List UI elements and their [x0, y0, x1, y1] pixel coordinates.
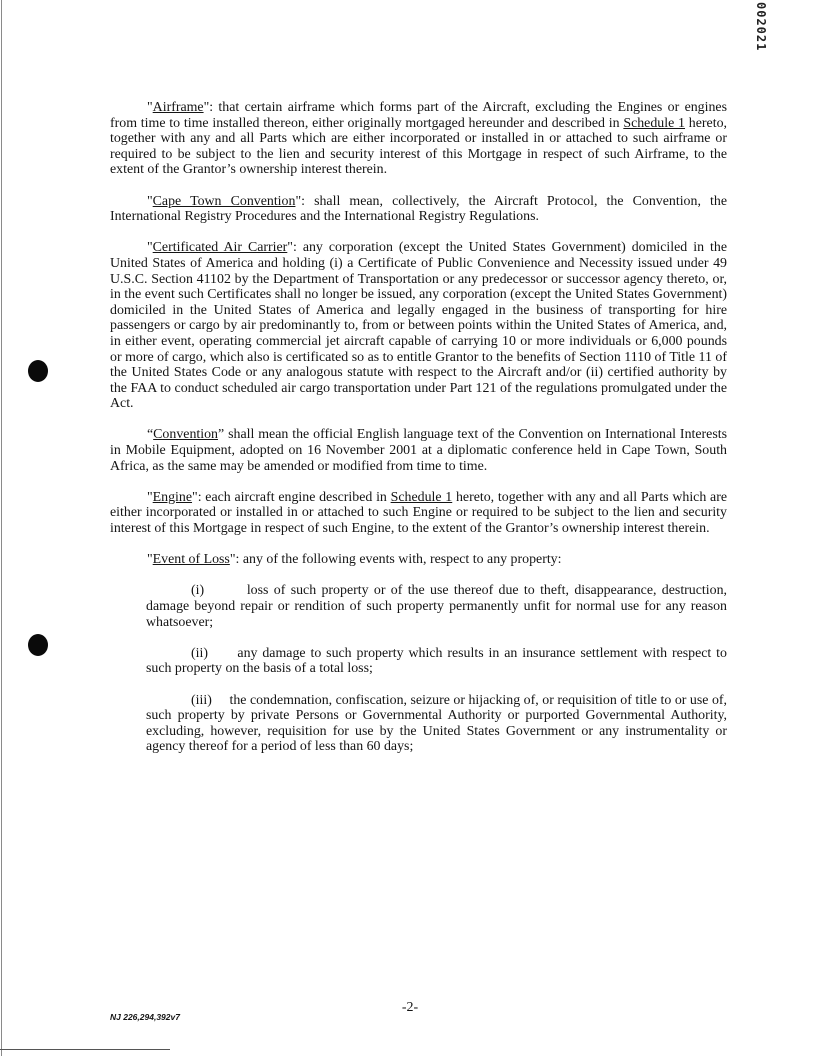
- definition-certificated-air-carrier: "Certificated Air Carrier": any corporation (except the United States Government) domiciled in the United States of America and holding (i) a Certificate of Public Convenience and Necessity issued under 49 U.S.C. Section 41102 by the Department of Transportation or any predecessor or successor agency thereto, or, in the event such Certificates shall no longer be issued, any corporation (except the United States Government) domiciled in the United States of America and legally engaged in the business of transporting for hire passengers or cargo by air predominantly to, from or between points within the United States of America, and, in either event, operating commercial jet aircraft capable of carrying 10 or more individuals or 6,000 pounds or more of cargo, which also is certificated so as to entitle Grantor to the benefits of Section 1110 of Title 11 of the United States Code or any analogous statute with respect to the Aircraft and/or (ii) certified authority by the FAA to conduct scheduled air cargo transportation under Part 121 of the regulations promulgated under the Act.: [110, 240, 727, 412]
- binder-hole: [28, 634, 48, 656]
- defined-term: Cape Town Convention: [152, 193, 296, 209]
- item-number: (iii): [191, 692, 212, 708]
- item-number: (ii): [191, 645, 208, 661]
- item-number: (i): [191, 583, 205, 599]
- definition-event-of-loss: "Event of Loss": any of the following events with, respect to any property:: [147, 552, 562, 568]
- definition-cape-town-convention: "Cape Town Convention": shall mean, collectively, the Aircraft Protocol, the Convention, the International Registry Procedures and the International Registry Regulations.: [110, 193, 728, 225]
- defined-term: Certificated Air Carrier: [152, 240, 288, 256]
- schedule-reference: Schedule 1: [623, 115, 686, 131]
- definition-engine: "Engine": each aircraft engine described in Schedule 1 hereto, together with any and all Parts which are either incorporated or installed in or attached to such Engine or required to be subject to the lien and security interest of this Mortgage in respect of such Engine, to the extent of the Grantor’s ownership interest therein.: [110, 489, 727, 537]
- loss-item-iii: (iii) the condemnation, confiscation, seizure or hijacking of, or requisition of title to or use of, such property by private Persons or Governmental Authority or purported Governmental Authority, excluding, however, requisition for use by the United States Government or any instrumentality or agency thereof for a period of less than 60 days;: [146, 692, 728, 755]
- definition-airframe: "Airframe": that certain airframe which forms part of the Aircraft, excluding the Engines or engines from time to time installed thereon, either originally mortgaged hereunder and described in Schedule 1 hereto, together with any and all Parts which are either incorporated or installed in or attached to such airframe or required to be subject to the lien and security interest of this Mortgage in respect of such Airframe, to the extent of the Grantor’s ownership interest therein.: [110, 100, 727, 178]
- bottom-rule: [0, 1049, 170, 1050]
- page-number: -2-: [401, 1000, 419, 1015]
- schedule-reference: Schedule 1: [390, 489, 453, 505]
- document-body: [110, 100, 727, 771]
- loss-item-i: (i) loss of such property or of the use thereof due to theft, disappearance, destruction, damage beyond repair or rendition of such property permanently unfit for normal use for any reason whatsoever;: [146, 583, 727, 630]
- binder-hole: [28, 360, 48, 382]
- bates-stamp: 002021: [754, 2, 768, 52]
- defined-term: Convention: [153, 427, 218, 443]
- definition-convention: “Convention” shall mean the official English language text of the Convention on International Interests in Mobile Equipment, adopted on 16 November 2001 at a diplomatic conference held in Cape Town, South Africa, as the same may be amended or modified from time to time.: [110, 427, 727, 474]
- defined-term: Event of Loss: [152, 552, 230, 568]
- page-edge: [1, 0, 2, 1056]
- defined-term: Engine: [152, 489, 193, 505]
- loss-item-ii: (ii) any damage to such property which results in an insurance settlement with respect to such property on the basis of a total loss;: [146, 645, 727, 677]
- document-id: NJ 226,294,392v7: [110, 1012, 180, 1022]
- defined-term: Airframe: [152, 100, 204, 115]
